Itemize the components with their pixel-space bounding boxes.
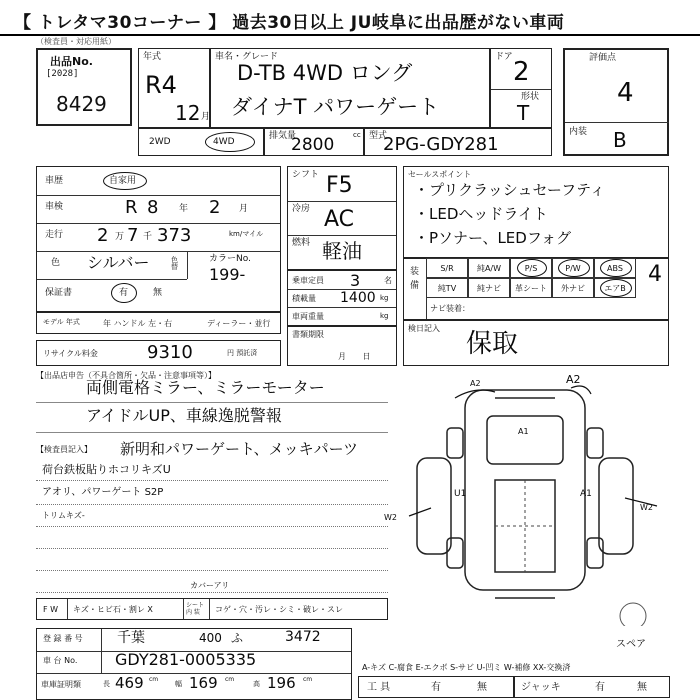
seller-line-2	[36, 432, 388, 433]
disp-box	[264, 128, 364, 156]
interior-label: 内装	[569, 127, 588, 137]
sub-label: （検査員・対応用紙）	[36, 37, 116, 46]
reg-kana: ふ	[231, 631, 244, 645]
equip-abs-circle	[600, 259, 632, 277]
mark-a1-top: A1	[518, 427, 529, 436]
plates-box	[36, 628, 352, 700]
month-unit: 月	[201, 112, 211, 122]
fw-div-3	[209, 599, 210, 619]
doors-divider	[491, 89, 551, 90]
chassis-value: GDY281-0005335	[115, 650, 257, 669]
inspection-label: 車検	[45, 202, 64, 212]
shift-value: F5	[326, 173, 353, 198]
insp-dotted-6	[36, 592, 388, 593]
interior-value: B	[613, 128, 627, 152]
mileage-rest: 373	[157, 225, 192, 246]
ac-label: 冷房	[292, 204, 311, 214]
seller-line-1	[36, 402, 388, 403]
spec-box	[36, 166, 281, 312]
color-value: シルバー	[87, 253, 150, 272]
year-value: R4	[145, 71, 177, 99]
warranty-yes: 有	[119, 288, 129, 298]
spare-label: スペア	[616, 639, 646, 650]
inspection-era: R	[125, 197, 138, 218]
model-box	[364, 128, 552, 156]
shape-value: T	[517, 101, 530, 125]
model-year-row	[36, 312, 281, 334]
warranty-label: 保証書	[45, 288, 73, 298]
inspector-note-box	[403, 320, 669, 366]
lot-code: [2028]	[46, 69, 79, 79]
equipment-label: 装備	[410, 267, 420, 292]
doors-label: ドア	[495, 52, 513, 62]
year-box	[138, 48, 210, 128]
color-divider	[187, 251, 188, 279]
fw-value: キズ・ヒビ石・割レ X	[73, 605, 153, 614]
reg-label: 登 録 番 号	[43, 634, 83, 643]
wheel-front-left	[447, 428, 463, 458]
seat-label: シート内 装	[186, 602, 205, 617]
banner-divider	[0, 34, 700, 36]
load-value: 1400	[340, 290, 376, 306]
spec-row-line-1	[37, 195, 280, 196]
sales-points-box	[403, 166, 669, 258]
shift-box	[287, 166, 397, 270]
tools-yes: 有	[431, 682, 441, 693]
equip-aw: 純A/W	[468, 258, 510, 278]
warranty-no: 無	[153, 288, 163, 298]
name-label: 車名・グレード	[215, 52, 279, 62]
equip-ps: P/S	[510, 258, 552, 278]
doors-box	[490, 48, 552, 128]
reg-region: 千葉	[117, 630, 145, 646]
disp-value: 2800	[291, 135, 335, 155]
mark-stroke-2	[571, 386, 591, 394]
len-value: 469	[115, 674, 144, 692]
mark-a2-right: A2	[566, 373, 581, 386]
score-label: 評価点	[589, 53, 617, 63]
seat-value: コゲ・穴・汚レ・シミ・破レ・スレ	[215, 605, 343, 614]
weight-label: 車両重量	[292, 312, 324, 321]
history-label: 車歴	[45, 176, 64, 186]
fw-div-2	[183, 599, 184, 619]
sales-point-1: ・プリクラッシュセーフティ	[414, 181, 605, 199]
equip-airbag-circle	[600, 279, 632, 297]
name-line1: D-TB 4WD ロング	[237, 61, 413, 85]
fuel-value: 軽油	[322, 239, 362, 263]
name-line2: ダイナT パワーゲート	[231, 95, 440, 119]
disp-label: 排気量	[269, 131, 297, 141]
fw-div-1	[67, 599, 68, 619]
lot-label: 出品No.	[50, 55, 93, 68]
color-change-label: 色替	[171, 256, 178, 271]
len-cm: cm	[149, 676, 159, 683]
nav-label: ナビ装着：	[430, 304, 470, 313]
spare-tire-circle	[620, 603, 646, 626]
score-value: 4	[617, 78, 634, 108]
handle-label: 年 ハンドル 左・右	[103, 319, 173, 328]
insp-dotted-1	[36, 480, 388, 481]
history-private: 自家用	[109, 176, 137, 186]
mark-stroke-3	[409, 508, 431, 516]
capacity-line-2	[288, 307, 396, 308]
color-no-label: カラーNo.	[209, 254, 251, 264]
chassis-label: 車 台 No.	[43, 656, 78, 665]
jack-label: ジャッキ	[521, 682, 561, 693]
jack-no: 無	[637, 682, 647, 693]
ac-value: AC	[324, 207, 355, 232]
lot-number: 8429	[56, 92, 107, 116]
load-unit: kg	[380, 294, 389, 302]
docs-label: 書類期限	[292, 330, 324, 339]
color-label: 色	[51, 258, 61, 268]
insp-dotted-3	[36, 526, 388, 527]
insp-dotted-5	[36, 570, 388, 571]
banner-text: 【 トレタマ30コーナー 】 過去30日以上 JU岐阜に出品歴がない車両	[14, 13, 565, 33]
load-label: 積載量	[292, 294, 316, 303]
wheel-rear-left	[447, 538, 463, 568]
recycle-unit: 円 預託済	[227, 349, 258, 357]
inspector-notes-line2: 荷台鉄板貼りホコリキズU	[42, 463, 171, 476]
insp-dotted-2	[36, 504, 388, 505]
color-no-value: 199-	[209, 265, 246, 284]
wid-cm: cm	[225, 676, 235, 683]
model-value: 2PG-GDY281	[383, 134, 499, 155]
shift-line-2	[288, 235, 396, 236]
inspector-notes-label: 【検査員記入】	[36, 445, 92, 454]
doors-value: 2	[513, 57, 530, 87]
year-label: 年式	[143, 52, 162, 62]
dealer-label: ディーラー・並行	[207, 319, 271, 328]
jack-box	[514, 676, 670, 698]
inspection-year-unit: 年	[179, 204, 189, 214]
mark-a1-right: A1	[580, 489, 592, 499]
capacity-unit: 名	[384, 276, 392, 285]
fw-handwritten: カバーアリ	[190, 581, 230, 590]
fw-label: F W	[43, 605, 59, 614]
lot-box	[36, 48, 132, 126]
mark-a2-left: A2	[470, 379, 481, 388]
insp-dotted-4	[36, 548, 388, 549]
dims-label: 車庫証明類	[41, 680, 81, 689]
shift-line-1	[288, 201, 396, 202]
drive-4wd: 4WD	[213, 137, 235, 147]
wid-unit: 幅	[175, 680, 182, 688]
equip-tv: 純TV	[426, 278, 468, 298]
side-left	[417, 458, 451, 554]
capacity-value: 3	[350, 271, 361, 290]
fw-row	[36, 598, 388, 620]
wheel-rear-right	[587, 538, 603, 568]
reg-class: 400	[199, 631, 222, 645]
fuel-label: 燃料	[292, 238, 311, 248]
damage-diagram	[395, 368, 675, 626]
weight-unit: kg	[380, 312, 389, 320]
shift-label: シフト	[292, 170, 320, 180]
mark-w2-right: W2	[640, 503, 653, 512]
inspection-month: 2	[209, 197, 221, 218]
mileage-label: 走行	[45, 230, 64, 240]
hgt-unit: 高	[253, 680, 260, 688]
docs-box	[287, 326, 397, 366]
shape-label: 形状	[521, 92, 540, 102]
banner	[0, 0, 700, 33]
inspector-note-value: 保取	[466, 329, 519, 359]
wid-value: 169	[189, 674, 218, 692]
month-value: 12	[175, 101, 201, 125]
mark-w2-left: W2	[384, 513, 397, 522]
drive-2wd: 2WD	[149, 137, 171, 147]
inspection-month-unit: 月	[239, 204, 249, 214]
mileage-sen-unit: 千	[143, 232, 153, 242]
equip-sr: S/R	[426, 258, 468, 278]
tools-box	[358, 676, 514, 698]
equip-pw-circle	[558, 259, 590, 277]
equip-ps-circle	[517, 259, 547, 277]
side-right	[599, 458, 633, 554]
jack-yes: 有	[595, 682, 605, 693]
model-row-label: モデル 年式	[43, 318, 80, 326]
spec-row-line-3	[37, 251, 280, 252]
tools-label: 工 具	[367, 682, 391, 693]
model-label: 型式	[369, 131, 388, 141]
sales-point-3: ・Pソナー、LEDフォグ	[414, 229, 572, 247]
equip-leather: 革シート	[510, 278, 552, 298]
sales-points-label: セールスポイント	[408, 170, 472, 179]
score-box	[563, 48, 669, 156]
recycle-box	[36, 340, 281, 366]
equip-nav: 純ナビ	[468, 278, 510, 298]
inspection-year: 8	[147, 197, 159, 218]
seller-notes-label: 【出品店申告（不具合箇所・欠品・注意事項等）】	[36, 371, 216, 380]
reg-number: 3472	[285, 629, 321, 645]
equip-ext-nav: 外ナビ	[552, 278, 594, 298]
equip-extra-value: 4	[648, 262, 662, 287]
capacity-box	[287, 270, 397, 326]
disp-unit: cc	[353, 131, 361, 139]
tools-no: 無	[477, 682, 487, 693]
equip-airbag: エアB	[594, 278, 636, 298]
hgt-value: 196	[267, 674, 296, 692]
spec-row-line-2	[37, 223, 280, 224]
inspector-note-label: 検日記入	[408, 324, 440, 333]
recycle-value: 9310	[147, 342, 193, 363]
mileage-man: 2	[97, 225, 109, 246]
inspector-notes-line1: 新明和パワーゲート、メッキパーツ	[120, 440, 359, 458]
mark-u1: U1	[454, 489, 467, 499]
spec-row-line-4	[37, 279, 187, 280]
drive-box	[138, 128, 264, 156]
equip-abs: ABS	[594, 258, 636, 278]
mileage-unit: km/マイル	[229, 230, 264, 238]
capacity-label: 乗車定員	[292, 276, 324, 285]
sales-point-2: ・LEDヘッドライト	[414, 205, 548, 223]
legend-text: A-キズ C-腐食 E-エクボ S-サビ U-凹ミ W-補修 XX-交換済	[362, 663, 571, 672]
equip-pw: P/W	[552, 258, 594, 278]
seller-notes-line1: 両側電格ミラー、ミラーモーター	[86, 378, 325, 397]
wheel-front-right	[587, 428, 603, 458]
len-unit: 長	[103, 680, 110, 688]
recycle-label: リサイクル料金	[43, 349, 98, 358]
inspector-notes-line3: アオリ、パワーゲート S2P	[42, 487, 164, 498]
hgt-cm: cm	[303, 676, 313, 683]
docs-unit: 月 日	[338, 352, 371, 361]
score-divider	[565, 122, 669, 123]
cab-roof	[487, 416, 563, 464]
mileage-sen: 7	[127, 225, 139, 246]
name-box	[210, 48, 490, 128]
mileage-man-unit: 万	[115, 232, 125, 242]
seller-notes-line2: アイドルUP、車線逸脱警報	[86, 406, 282, 425]
inspector-notes-line4: トリムキズ-	[42, 511, 85, 520]
